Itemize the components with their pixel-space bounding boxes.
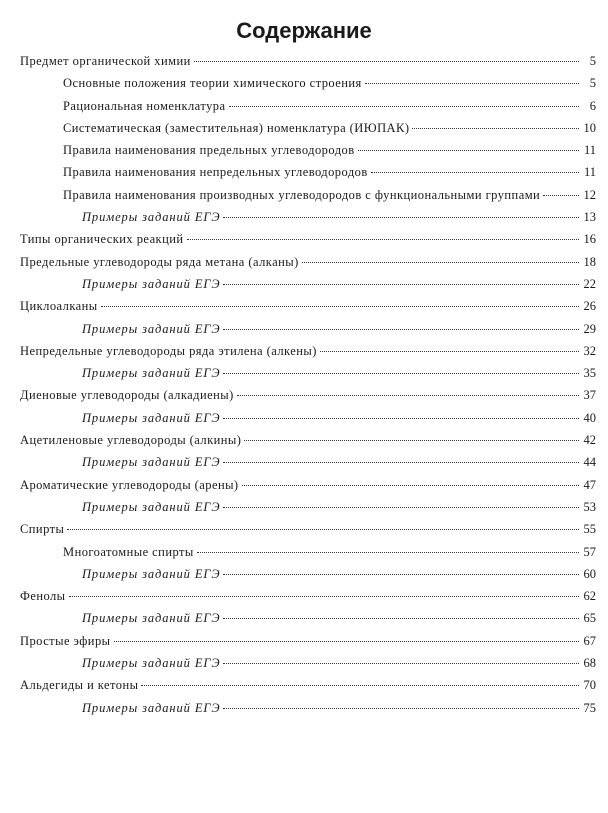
toc-page-number: 32 (583, 343, 596, 358)
toc-subsection-item[interactable] (0, 95, 608, 117)
dot-leader (223, 418, 579, 419)
toc-section-item[interactable] (0, 228, 608, 250)
toc-entry-title: Примеры заданий ЕГЭ (82, 321, 221, 336)
dot-leader (244, 440, 579, 441)
toc-entry-title: Примеры заданий ЕГЭ (82, 499, 221, 514)
toc-subsection-item[interactable] (0, 184, 608, 206)
toc-entry-title: Примеры заданий ЕГЭ (82, 366, 221, 381)
dot-leader (197, 552, 579, 553)
toc-page-number: 5 (589, 76, 596, 91)
toc-entry-title: Примеры заданий ЕГЭ (82, 210, 221, 225)
dot-leader (237, 395, 579, 396)
toc-exam-examples-item[interactable] (0, 697, 608, 719)
dot-leader (358, 150, 579, 151)
toc-page-number: 40 (583, 410, 596, 425)
toc-section-item[interactable] (0, 518, 608, 540)
toc-page-number: 44 (583, 455, 596, 470)
toc-exam-examples-item[interactable] (0, 563, 608, 585)
toc-section-item[interactable] (0, 429, 608, 451)
toc-entry-title: Спирты (20, 522, 65, 537)
dot-leader (223, 507, 579, 508)
toc-page-number: 12 (583, 187, 596, 202)
toc-entry-title: Примеры заданий ЕГЭ (82, 410, 221, 425)
toc-page-number: 68 (583, 656, 596, 671)
toc-page-number: 35 (583, 366, 596, 381)
toc-entry-title: Фенолы (20, 589, 66, 604)
dot-leader (412, 128, 579, 129)
toc-section-item[interactable] (0, 384, 608, 406)
dot-leader (187, 239, 579, 240)
toc-entry-title: Примеры заданий ЕГЭ (82, 656, 221, 671)
toc-subsection-item[interactable] (0, 541, 608, 563)
toc-exam-examples-item[interactable] (0, 362, 608, 384)
toc-entry-title: Предельные углеводороды ряда метана (алканы) (20, 254, 299, 269)
toc-section-item[interactable] (0, 585, 608, 607)
toc-page-number: 10 (583, 120, 596, 135)
toc-section-item[interactable] (0, 474, 608, 496)
dot-leader (101, 306, 579, 307)
toc-page-number: 11 (583, 143, 596, 158)
toc-page-number: 22 (583, 276, 596, 291)
dot-leader (69, 596, 579, 597)
toc-page-number: 18 (583, 254, 596, 269)
toc-entry-title: Примеры заданий ЕГЭ (82, 455, 221, 470)
toc-entry-title: Систематическая (заместительная) номенклатура (ИЮПАК) (63, 120, 410, 135)
toc-entry-title: Ацетиленовые углеводороды (алкины) (20, 433, 242, 448)
dot-leader (365, 83, 579, 84)
toc-entry-title: Диеновые углеводороды (алкадиены) (20, 388, 234, 403)
toc-entry-title: Правила наименования предельных углеводородов (63, 143, 355, 158)
dot-leader (67, 529, 579, 530)
toc-page-number: 26 (583, 299, 596, 314)
toc-page-number: 37 (583, 388, 596, 403)
dot-leader (223, 217, 579, 218)
toc-entry-title: Непредельные углеводороды ряда этилена (алкены) (20, 343, 317, 358)
dot-leader (543, 195, 579, 196)
toc-exam-examples-item[interactable] (0, 607, 608, 629)
toc-entry-title: Простые эфиры (20, 633, 111, 648)
toc-subsection-item[interactable] (0, 72, 608, 94)
toc-entry-title: Правила наименования непредельных углеводородов (63, 165, 368, 180)
toc-page-number: 47 (583, 477, 596, 492)
toc-subsection-item[interactable] (0, 117, 608, 139)
toc-subsection-item[interactable] (0, 161, 608, 183)
toc-section-item[interactable] (0, 295, 608, 317)
toc-entry-title: Примеры заданий ЕГЭ (82, 611, 221, 626)
dot-leader (242, 485, 579, 486)
dot-leader (141, 685, 579, 686)
dot-leader (302, 262, 579, 263)
toc-entry-title: Примеры заданий ЕГЭ (82, 276, 221, 291)
dot-leader (223, 462, 579, 463)
dot-leader (371, 172, 579, 173)
dot-leader (223, 708, 579, 709)
toc-page-number: 16 (583, 232, 596, 247)
toc-entry-title: Рациональная номенклатура (63, 98, 226, 113)
toc-exam-examples-item[interactable] (0, 318, 608, 340)
toc-page-number: 75 (583, 700, 596, 715)
toc-subsection-item[interactable] (0, 139, 608, 161)
dot-leader (223, 663, 579, 664)
toc-exam-examples-item[interactable] (0, 652, 608, 674)
toc-entry-title: Предмет органической химии (20, 54, 191, 68)
toc-entry-title: Циклоалканы (20, 299, 98, 314)
toc-section-item[interactable] (0, 630, 608, 652)
toc-section-item[interactable] (0, 50, 608, 72)
toc-entry-title: Правила наименования производных углеводородов с функциональными группами (63, 187, 541, 202)
toc-page-number: 13 (583, 210, 596, 225)
toc-exam-examples-item[interactable] (0, 496, 608, 518)
toc-entry-title: Типы органических реакций (20, 232, 184, 247)
toc-entry-title: Примеры заданий ЕГЭ (82, 566, 221, 581)
toc-page-number: 11 (583, 165, 596, 180)
dot-leader (194, 61, 579, 62)
toc-page-number: 42 (583, 433, 596, 448)
toc-page-number: 65 (583, 611, 596, 626)
toc-exam-examples-item[interactable] (0, 273, 608, 295)
page-title: Содержание (236, 18, 372, 43)
toc-entry-title: Основные положения теории химического строения (63, 76, 362, 91)
toc-page-number: 62 (583, 589, 596, 604)
toc-page-number: 55 (583, 522, 596, 537)
toc-page-number: 70 (583, 678, 596, 693)
toc-page-number: 57 (583, 544, 596, 559)
toc-entry-title: Ароматические углеводороды (арены) (20, 477, 239, 492)
table-of-contents (0, 50, 608, 719)
dot-leader (223, 618, 579, 619)
toc-page-number: 29 (583, 321, 596, 336)
toc-exam-examples-item[interactable] (0, 451, 608, 473)
toc-page-number: 5 (589, 54, 596, 68)
dot-leader (223, 574, 579, 575)
toc-entry-title: Примеры заданий ЕГЭ (82, 700, 221, 715)
toc-section-item[interactable] (0, 674, 608, 696)
toc-page-number: 60 (583, 566, 596, 581)
toc-section-item[interactable] (0, 340, 608, 362)
toc-page-number: 6 (589, 98, 596, 113)
toc-entry-title: Многоатомные спирты (63, 544, 194, 559)
toc-exam-examples-item[interactable] (0, 206, 608, 228)
toc-page-number: 53 (583, 499, 596, 514)
toc-page-number: 67 (583, 633, 596, 648)
dot-leader (223, 284, 579, 285)
toc-entry-title: Альдегиды и кетоны (20, 678, 139, 693)
dot-leader (229, 106, 579, 107)
toc-section-item[interactable] (0, 251, 608, 273)
toc-exam-examples-item[interactable] (0, 407, 608, 429)
dot-leader (320, 351, 579, 352)
dot-leader (223, 373, 579, 374)
dot-leader (223, 329, 579, 330)
dot-leader (114, 641, 580, 642)
